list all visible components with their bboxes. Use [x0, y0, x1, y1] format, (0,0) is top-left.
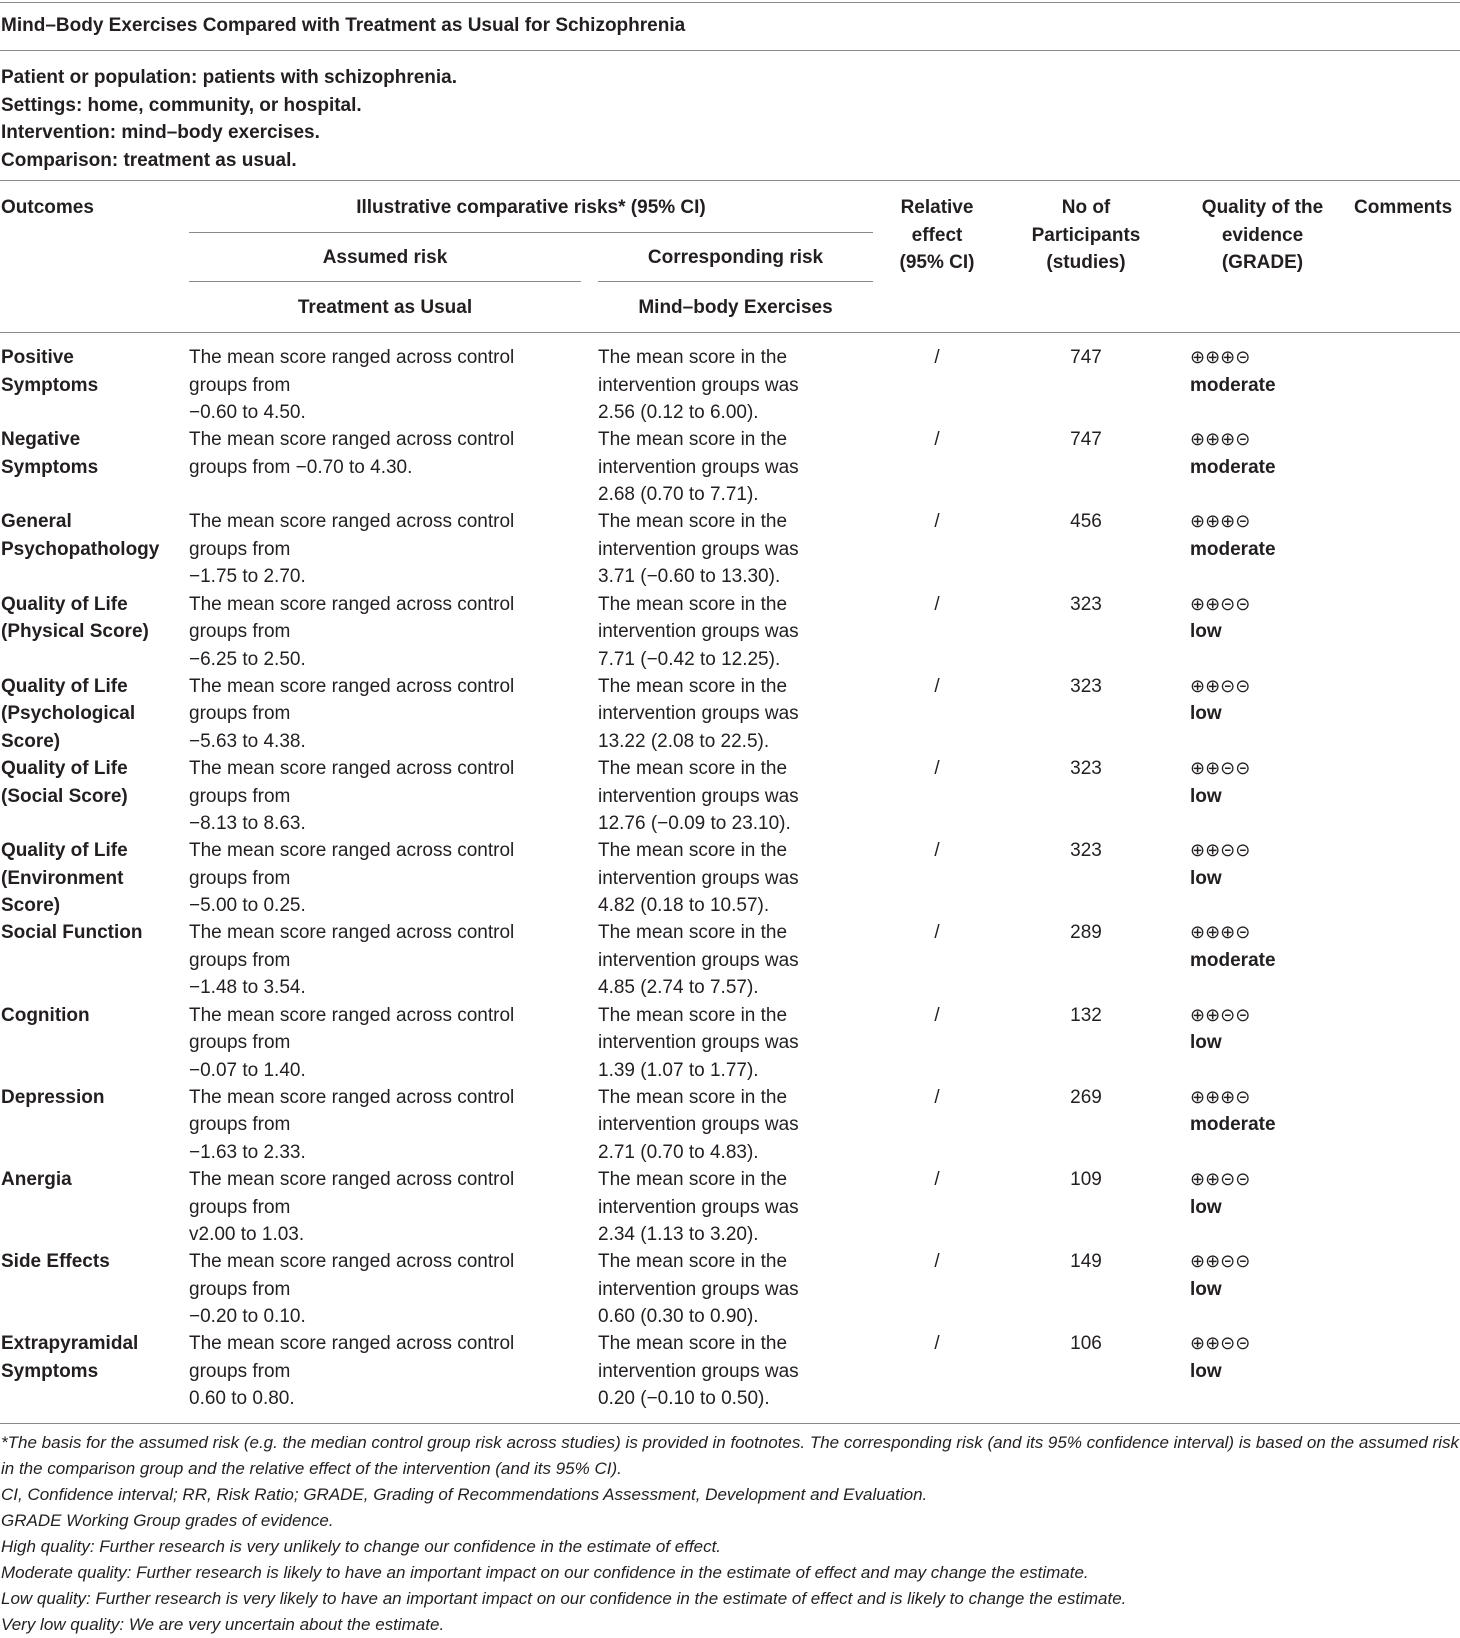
assumed-risk-cell — [189, 673, 579, 756]
grade-level: low — [1190, 621, 1222, 643]
assumed-risk-cell-line: The mean score ranged across control — [189, 840, 515, 862]
assumed-risk-cell-line: groups from — [189, 1114, 291, 1136]
corresponding-risk-cell-line: intervention groups was — [598, 1032, 799, 1054]
corresponding-risk-cell-line: intervention groups was — [598, 621, 799, 643]
assumed-risk-cell — [189, 1084, 579, 1167]
outcome-cell-line: (Social Score) — [1, 785, 128, 807]
assumed-risk-cell — [189, 919, 579, 1002]
assumed-risk-cell-line: groups from −0.70 to 4.30. — [189, 456, 413, 478]
assumed-risk-cell — [189, 1330, 579, 1413]
corresponding-risk-cell-line: 2.71 (0.70 to 4.83). — [598, 1141, 759, 1163]
grade-symbols: ⊕⊕⊝⊝ — [1190, 1004, 1251, 1026]
outcome-cell-line: (Environment — [1, 867, 124, 889]
outcome-cell-line: Quality of Life — [1, 758, 128, 779]
corresponding-risk-cell-line: The mean score in the — [598, 511, 788, 533]
header-relative-effect: Relative effect (95% CI) — [899, 197, 975, 273]
quality-cell — [1190, 426, 1390, 481]
quality-cell — [1190, 344, 1390, 399]
outcome-cell — [1, 1166, 183, 1194]
participants-cell: 289 — [1070, 922, 1102, 944]
assumed-risk-cell-line: groups from — [189, 703, 291, 725]
assumed-risk-cell — [189, 591, 579, 674]
grade-symbols: ⊕⊕⊝⊝ — [1190, 758, 1251, 779]
quality-cell — [1190, 591, 1390, 646]
population-summary — [1, 64, 457, 174]
assumed-risk-cell-line: −1.48 to 3.54. — [189, 977, 306, 999]
corresponding-risk-cell-line: 3.71 (−0.60 to 13.30). — [598, 566, 781, 588]
intro-rule — [0, 180, 1460, 181]
grade-symbols: ⊕⊕⊕⊝ — [1190, 1086, 1251, 1108]
assumed-risk-cell-line: −1.63 to 2.33. — [189, 1141, 306, 1163]
header-subrule-2a — [189, 281, 581, 282]
outcome-cell — [1, 1330, 183, 1385]
grade-level: low — [1190, 1278, 1222, 1300]
table-title: Mind–Body Exercises Compared with Treatment as Usual for Schizophrenia — [1, 15, 686, 36]
quality-cell — [1190, 755, 1390, 810]
assumed-risk-cell-line: groups from — [189, 538, 291, 560]
grade-symbols: ⊕⊕⊕⊝ — [1190, 511, 1251, 533]
outcome-cell-line: Score) — [1, 895, 61, 917]
body-rule — [0, 1423, 1460, 1424]
header-outcomes: Outcomes — [1, 197, 94, 218]
assumed-risk-cell-line: The mean score ranged across control — [189, 1086, 515, 1108]
corresponding-risk-cell-line: The mean score in the — [598, 1086, 788, 1108]
corresponding-risk-cell — [598, 1166, 888, 1249]
corresponding-risk-cell-line: The mean score in the — [598, 1004, 788, 1026]
assumed-risk-cell-line: −5.00 to 0.25. — [189, 895, 306, 917]
assumed-risk-cell-line: 0.60 to 0.80. — [189, 1388, 295, 1410]
grade-level: low — [1190, 1032, 1222, 1054]
outcome-cell — [1, 426, 183, 481]
assumed-risk-cell-line: −5.63 to 4.38. — [189, 730, 306, 752]
corresponding-risk-cell-line: 12.76 (−0.09 to 23.10). — [598, 813, 791, 834]
corresponding-risk-cell — [598, 1084, 888, 1167]
corresponding-risk-cell — [598, 1002, 888, 1085]
assumed-risk-cell-line: groups from — [189, 374, 291, 396]
relative-effect-cell: / — [934, 1169, 940, 1190]
outcome-cell — [1, 919, 183, 947]
corresponding-risk-cell-line: 0.20 (−0.10 to 0.50). — [598, 1388, 770, 1410]
intervention-line: Intervention: mind–body exercises. — [1, 122, 320, 143]
assumed-risk-cell-line: groups from — [189, 867, 291, 889]
corresponding-risk-cell-line: intervention groups was — [598, 703, 799, 725]
assumed-risk-cell-line: The mean score ranged across control — [189, 429, 515, 451]
grade-symbols: ⊕⊕⊝⊝ — [1190, 840, 1251, 862]
assumed-risk-cell-line: −0.07 to 1.40. — [189, 1059, 306, 1081]
grade-symbols: ⊕⊕⊝⊝ — [1190, 1169, 1251, 1190]
grade-symbols: ⊕⊕⊝⊝ — [1190, 1251, 1251, 1273]
assumed-risk-cell-line: −8.13 to 8.63. — [189, 813, 306, 834]
footnote-abbreviations: CI, Confidence interval; RR, Risk Ratio; GRADE, Grading of Recommendations Assessment, Development and Evaluation. — [1, 1485, 928, 1504]
participants-cell: 109 — [1070, 1169, 1102, 1190]
relative-effect-cell: / — [934, 511, 940, 533]
corresponding-risk-cell-line: 4.82 (0.18 to 10.57). — [598, 895, 770, 917]
participants-cell: 269 — [1070, 1086, 1102, 1108]
participants-cell: 132 — [1070, 1004, 1102, 1026]
outcome-cell — [1, 344, 183, 399]
relative-effect-cell: / — [934, 347, 940, 368]
outcome-cell-line: Negative — [1, 429, 81, 451]
outcome-cell-line: Score) — [1, 730, 61, 752]
assumed-risk-cell-line: The mean score ranged across control — [189, 347, 515, 368]
outcome-cell — [1, 1002, 183, 1030]
outcome-cell — [1, 508, 183, 563]
grade-symbols: ⊕⊕⊕⊝ — [1190, 429, 1251, 451]
settings-line: Settings: home, community, or hospital. — [1, 94, 362, 116]
corresponding-risk-cell — [598, 1248, 888, 1331]
assumed-risk-cell-line: The mean score ranged across control — [189, 511, 515, 533]
grade-level: low — [1190, 1196, 1222, 1218]
participants-cell: 323 — [1070, 593, 1102, 615]
corresponding-risk-cell-line: intervention groups was — [598, 1196, 799, 1218]
quality-cell — [1190, 673, 1390, 728]
corresponding-risk-cell-line: 13.22 (2.08 to 22.5). — [598, 730, 770, 752]
corresponding-risk-cell-line: 2.68 (0.70 to 7.71). — [598, 484, 759, 506]
assumed-risk-cell-line: −6.25 to 2.50. — [189, 648, 306, 670]
grade-symbols: ⊕⊕⊝⊝ — [1190, 675, 1251, 697]
relative-effect-cell: / — [934, 1086, 940, 1108]
participants-cell: 747 — [1070, 347, 1102, 368]
participants-cell: 106 — [1070, 1333, 1102, 1355]
relative-effect-cell: / — [934, 1333, 940, 1355]
corresponding-risk-cell-line: The mean score in the — [598, 1169, 788, 1190]
corresponding-risk-cell-line: 1.39 (1.07 to 1.77). — [598, 1059, 759, 1081]
outcome-cell-line: Side Effects — [1, 1251, 110, 1273]
corresponding-risk-cell-line: intervention groups was — [598, 456, 799, 478]
footnote-moderate-quality: Moderate quality: Further research is likely to have an important impact on our confidence in the estimate of effect and may change the estimate. — [1, 1563, 1089, 1582]
outcome-cell-line: Symptoms — [1, 456, 99, 478]
corresponding-risk-cell-line: intervention groups was — [598, 867, 799, 889]
relative-effect-cell: / — [934, 840, 940, 862]
quality-cell — [1190, 1248, 1390, 1303]
relative-effect-cell: / — [934, 429, 940, 451]
assumed-risk-cell-line: −0.20 to 0.10. — [189, 1306, 306, 1328]
assumed-risk-cell — [189, 1248, 579, 1331]
corresponding-risk-cell-line: The mean score in the — [598, 922, 788, 944]
outcome-cell — [1, 673, 183, 756]
corresponding-risk-cell-line: The mean score in the — [598, 675, 788, 697]
outcome-cell-line: Quality of Life — [1, 840, 128, 862]
grade-level: moderate — [1190, 538, 1276, 560]
assumed-risk-cell-line: The mean score ranged across control — [189, 593, 515, 615]
assumed-risk-cell — [189, 1002, 579, 1085]
outcome-cell-line: Quality of Life — [1, 675, 128, 697]
corresponding-risk-cell — [598, 344, 888, 427]
assumed-risk-cell — [189, 837, 579, 920]
corresponding-risk-cell — [598, 673, 888, 756]
quality-cell — [1190, 1084, 1390, 1139]
top-rule — [0, 2, 1460, 3]
assumed-risk-cell-line: The mean score ranged across control — [189, 922, 515, 944]
assumed-risk-cell-line: groups from — [189, 621, 291, 643]
header-participants: No of Participants (studies) — [1031, 197, 1141, 273]
quality-cell — [1190, 1002, 1390, 1057]
header-subrule-2b — [598, 281, 873, 282]
assumed-risk-cell — [189, 1166, 579, 1249]
assumed-risk-cell-line: The mean score ranged across control — [189, 1169, 515, 1190]
grade-level: moderate — [1190, 1114, 1276, 1136]
header-quality: Quality of the evidence (GRADE) — [1201, 197, 1324, 273]
outcome-cell-line: Cognition — [1, 1004, 90, 1026]
assumed-risk-cell-line: The mean score ranged across control — [189, 758, 515, 779]
footnote-high-quality: High quality: Further research is very unlikely to change our confidence in the estimate of effect. — [1, 1537, 722, 1556]
assumed-risk-cell — [189, 508, 579, 591]
grade-level: low — [1190, 785, 1222, 807]
assumed-risk-cell-line: groups from — [189, 785, 291, 807]
corresponding-risk-cell-line: 4.85 (2.74 to 7.57). — [598, 977, 759, 999]
corresponding-risk-cell-line: intervention groups was — [598, 949, 799, 971]
footnote-very-low-quality: Very low quality: We are very uncertain about the estimate. — [1, 1615, 445, 1634]
participants-cell: 323 — [1070, 675, 1102, 697]
grade-symbols: ⊕⊕⊕⊝ — [1190, 922, 1251, 944]
corresponding-risk-cell-line: intervention groups was — [598, 1278, 799, 1300]
corresponding-risk-cell-line: The mean score in the — [598, 429, 788, 451]
assumed-risk-cell — [189, 755, 579, 838]
corresponding-risk-cell-line: 2.34 (1.13 to 3.20). — [598, 1224, 759, 1245]
grade-level: moderate — [1190, 949, 1276, 971]
outcome-cell-line: Anergia — [1, 1169, 72, 1190]
quality-cell — [1190, 837, 1390, 892]
corresponding-risk-cell-line: The mean score in the — [598, 347, 788, 368]
assumed-risk-cell — [189, 344, 579, 427]
corresponding-risk-cell — [598, 508, 888, 591]
quality-cell — [1190, 508, 1390, 563]
header-corresponding-risk: Corresponding risk — [647, 247, 824, 268]
grade-symbols: ⊕⊕⊕⊝ — [1190, 347, 1251, 368]
assumed-risk-cell-line: groups from — [189, 1196, 291, 1218]
corresponding-risk-cell-line: intervention groups was — [598, 785, 799, 807]
assumed-risk-cell-line: −0.60 to 4.50. — [189, 402, 306, 423]
outcome-cell — [1, 1084, 183, 1112]
comparison-line: Comparison: treatment as usual. — [1, 149, 297, 171]
grade-symbols: ⊕⊕⊝⊝ — [1190, 1333, 1251, 1355]
corresponding-risk-cell-line: 7.71 (−0.42 to 12.25). — [598, 648, 781, 670]
grade-level: moderate — [1190, 374, 1276, 396]
quality-cell — [1190, 1330, 1390, 1385]
header-subrule-1 — [189, 232, 873, 233]
corresponding-risk-cell — [598, 919, 888, 1002]
assumed-risk-cell-line: The mean score ranged across control — [189, 1004, 515, 1026]
outcome-cell-line: Psychopathology — [1, 538, 160, 560]
outcome-cell-line: Social Function — [1, 922, 143, 944]
grade-level: low — [1190, 867, 1222, 889]
corresponding-risk-cell — [598, 591, 888, 674]
corresponding-risk-cell-line: The mean score in the — [598, 1251, 788, 1273]
relative-effect-cell: / — [934, 1004, 940, 1026]
header-assumed-risk: Assumed risk — [322, 247, 448, 268]
header-comparative-risks: Illustrative comparative risks* (95% CI) — [356, 197, 706, 218]
quality-cell — [1190, 1166, 1390, 1221]
corresponding-risk-cell — [598, 755, 888, 838]
corresponding-risk-cell-line: intervention groups was — [598, 1360, 799, 1382]
corresponding-risk-cell — [598, 1330, 888, 1413]
assumed-risk-cell-line: −1.75 to 2.70. — [189, 566, 306, 588]
corresponding-risk-cell-line: The mean score in the — [598, 758, 788, 779]
footnote-grade-heading: GRADE Working Group grades of evidence. — [1, 1511, 334, 1530]
assumed-risk-cell-line: The mean score ranged across control — [189, 1251, 515, 1273]
participants-cell: 323 — [1070, 840, 1102, 862]
grade-level: moderate — [1190, 456, 1276, 478]
corresponding-risk-cell-line: The mean score in the — [598, 1333, 788, 1355]
corresponding-risk-cell-line: intervention groups was — [598, 538, 799, 560]
relative-effect-cell: / — [934, 1251, 940, 1273]
title-rule — [0, 50, 1460, 51]
relative-effect-cell: / — [934, 758, 940, 779]
outcome-cell-line: Positive — [1, 347, 74, 368]
assumed-risk-cell-line: groups from — [189, 1032, 291, 1054]
outcome-cell — [1, 1248, 183, 1276]
outcome-cell-line: (Psychological — [1, 703, 136, 725]
header-rule — [0, 332, 1460, 333]
assumed-risk-cell-line: groups from — [189, 1360, 291, 1382]
relative-effect-cell: / — [934, 593, 940, 615]
corresponding-risk-cell — [598, 837, 888, 920]
participants-cell: 747 — [1070, 429, 1102, 451]
corresponding-risk-cell-line: intervention groups was — [598, 374, 799, 396]
corresponding-risk-cell-line: The mean score in the — [598, 593, 788, 615]
footnote-assumed-risk: *The basis for the assumed risk (e.g. the median control group risk across studies) is provided in footnotes. The corresponding risk (and its 95% confidence interval) is based on the assumed risk in the comparison group and the relative effect of the intervention (and its 95% CI). — [1, 1433, 1459, 1478]
population-line: Patient or population: patients with schizophrenia. — [1, 67, 458, 88]
grade-level: low — [1190, 1360, 1222, 1382]
assumed-risk-cell-line: groups from — [189, 949, 291, 971]
header-mind-body-exercises: Mind–body Exercises — [638, 297, 833, 318]
outcome-cell-line: Symptoms — [1, 374, 99, 396]
outcome-cell — [1, 837, 183, 920]
footnotes — [1, 1430, 1459, 1638]
outcome-cell-line: Extrapyramidal — [1, 1333, 139, 1355]
outcome-cell-line: Symptoms — [1, 1360, 99, 1382]
corresponding-risk-cell-line: The mean score in the — [598, 840, 788, 862]
assumed-risk-cell-line: The mean score ranged across control — [189, 675, 515, 697]
outcome-cell-line: Depression — [1, 1086, 105, 1108]
footnote-low-quality: Low quality: Further research is very likely to have an important impact on our confidence in the estimate of effect and is likely to change the estimate. — [1, 1589, 1127, 1608]
assumed-risk-cell-line: The mean score ranged across control — [189, 1333, 515, 1355]
outcome-cell-line: General — [1, 511, 72, 533]
outcome-cell — [1, 755, 183, 810]
corresponding-risk-cell-line: 2.56 (0.12 to 6.00). — [598, 402, 759, 423]
header-treatment-as-usual: Treatment as Usual — [297, 297, 473, 318]
corresponding-risk-cell — [598, 426, 888, 509]
participants-cell: 323 — [1070, 758, 1102, 779]
header-comments: Comments — [1354, 197, 1453, 218]
grade-symbols: ⊕⊕⊝⊝ — [1190, 593, 1251, 615]
quality-cell — [1190, 919, 1390, 974]
assumed-risk-cell-line: groups from — [189, 1278, 291, 1300]
relative-effect-cell: / — [934, 922, 940, 944]
outcome-cell-line: Quality of Life — [1, 593, 128, 615]
outcome-cell — [1, 591, 183, 646]
outcome-cell-line: (Physical Score) — [1, 621, 149, 643]
participants-cell: 149 — [1070, 1251, 1102, 1273]
corresponding-risk-cell-line: 0.60 (0.30 to 0.90). — [598, 1306, 759, 1328]
participants-cell: 456 — [1070, 511, 1102, 533]
relative-effect-cell: / — [934, 675, 940, 697]
corresponding-risk-cell-line: intervention groups was — [598, 1114, 799, 1136]
grade-level: low — [1190, 703, 1222, 725]
assumed-risk-cell — [189, 426, 579, 481]
assumed-risk-cell-line: v2.00 to 1.03. — [189, 1224, 305, 1245]
